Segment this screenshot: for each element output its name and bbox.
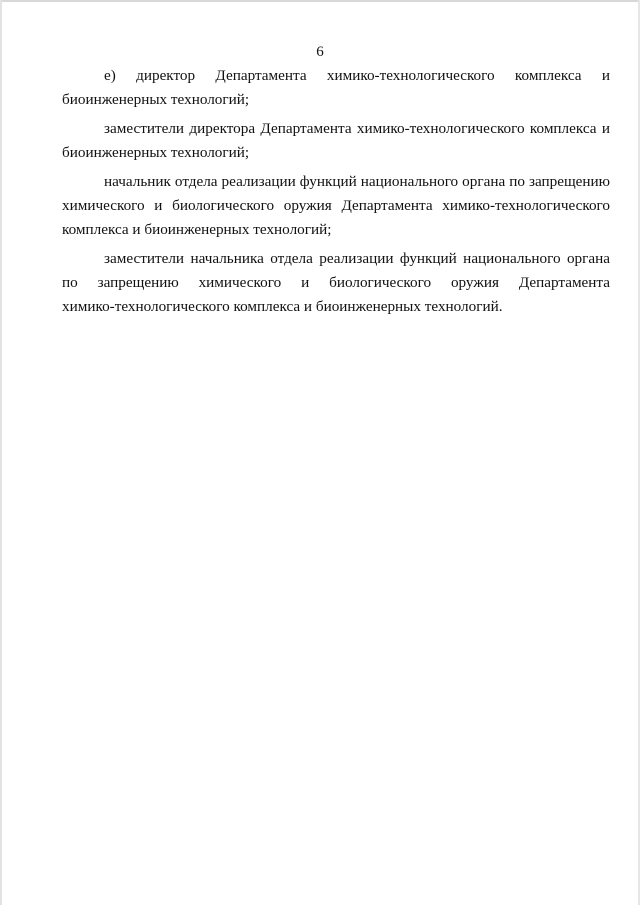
paragraph-line: заместители начальника отдела реализации функций национального органа: [104, 250, 610, 267]
paragraph-line: начальник отдела реализации функций национального органа по запрещению: [104, 173, 610, 190]
paragraph-line: химико-технологического комплекса и биоинженерных технологий.: [62, 298, 503, 315]
paragraph-line: е) директор Департамента химико-технологического комплекса и: [104, 67, 610, 84]
page-number: 6: [316, 44, 324, 60]
paragraph-e-director: [62, 64, 610, 112]
paragraph-line: по запрещению химического и биологического оружия Департамента: [62, 274, 610, 291]
paragraph-deputy-directors: [62, 117, 610, 165]
paragraph-deputy-heads-of-unit: [62, 247, 610, 319]
document-body: [62, 64, 610, 319]
paragraph-line: биоинженерных технологий;: [62, 91, 250, 108]
paragraph-line: комплекса и биоинженерных технологий;: [62, 221, 332, 238]
scan-edge-top: [0, 0, 640, 2]
scan-edge-left: [0, 0, 2, 905]
paragraph-head-of-unit: [62, 170, 610, 242]
paragraph-line: заместители директора Департамента химико-технологического комплекса и: [104, 120, 610, 137]
paragraph-line: химического и биологического оружия Департамента химико-технологического: [62, 197, 610, 214]
paragraph-line: биоинженерных технологий;: [62, 144, 250, 161]
